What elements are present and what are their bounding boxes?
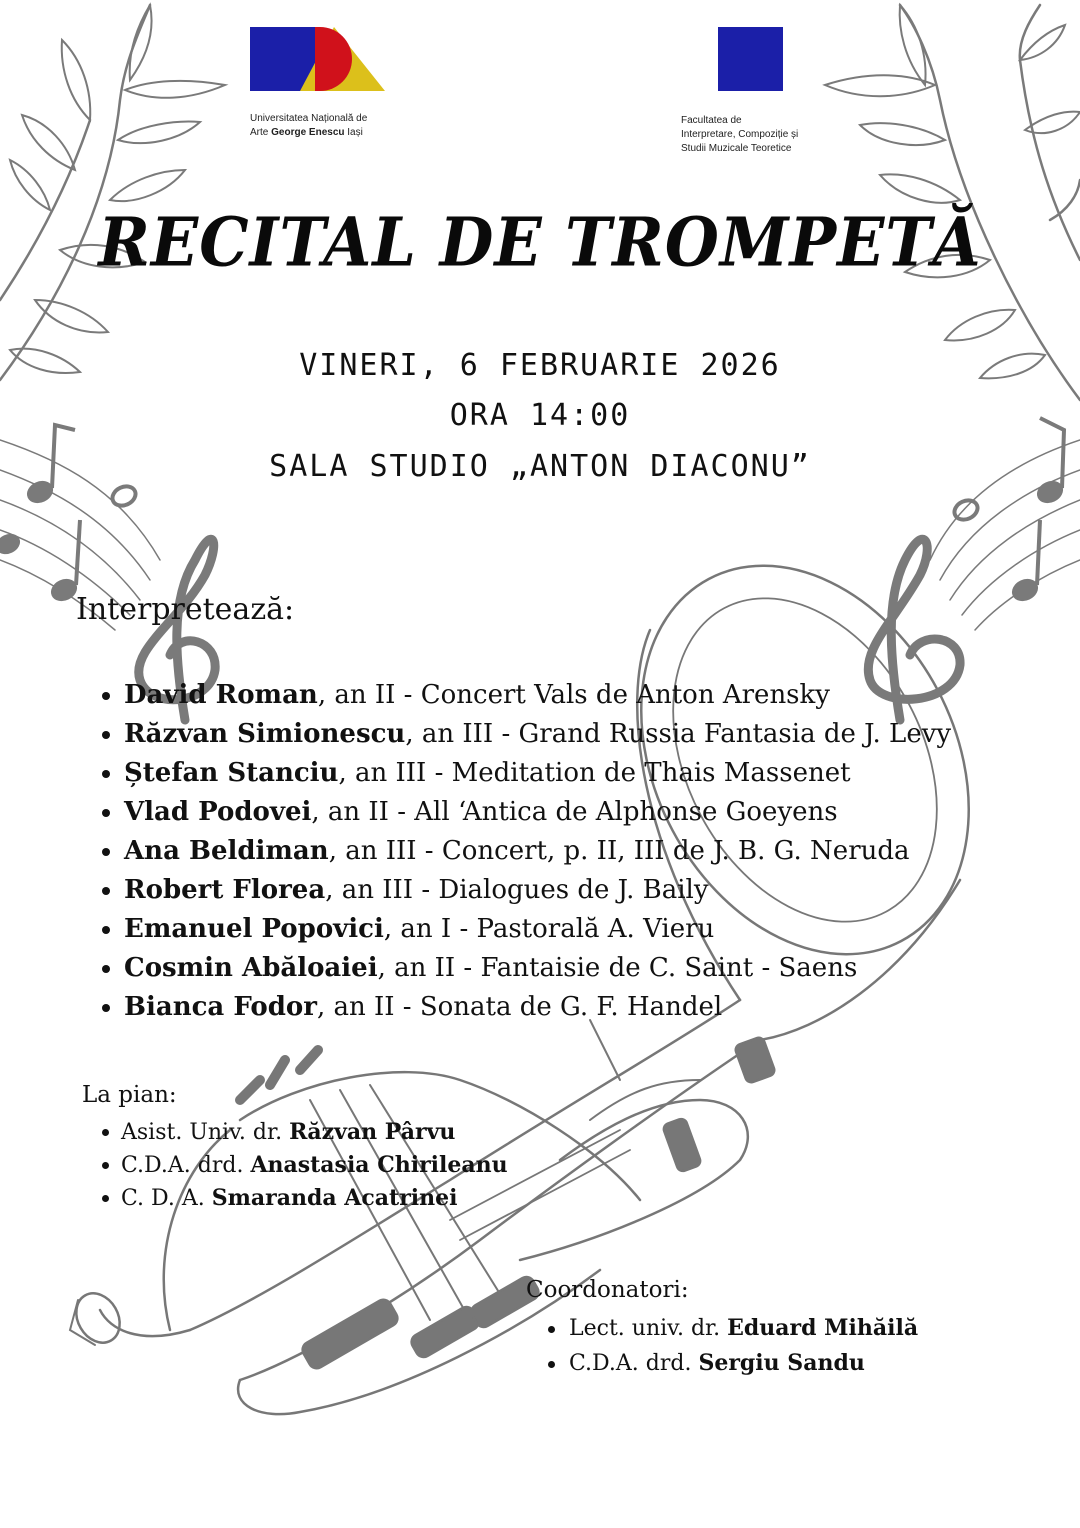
person-name: Anastasia Chirileanu [250,1152,508,1178]
performers-heading: Interpretează: [76,592,295,627]
person-title: C. D. A. [121,1186,212,1211]
list-item [98,715,951,754]
person-title: Asist. Univ. dr. [121,1120,290,1145]
person-name: Sergiu Sandu [698,1350,865,1376]
piece-detail: , an II - Fantaisie de C. Saint - Saens [377,953,858,983]
piece-detail: , an II - All ‘Antica de Alphonse Goeyens [311,797,838,827]
piece-detail: , an I - Pastorală A. Vieru [383,914,715,944]
piano-list [98,1116,508,1215]
person-name: Vlad Podovei [124,797,312,827]
person-title: C.D.A. drd. [121,1153,251,1178]
music-notes-icon [0,418,1066,605]
person-name: Smaranda Acatrinei [211,1185,458,1211]
person-name: Ștefan Stanciu [124,758,339,788]
event-date: VINERI, 6 FEBRUARIE 2026 [299,348,781,383]
list-item [98,793,951,832]
university-caption: Universitatea Națională de Arte George Enescu Iași [250,113,368,138]
list-item [544,1311,918,1346]
event-time: ORA 14:00 [449,398,631,433]
piece-detail: , an III - Concert, p. II, III de J. B. G. Neruda [328,836,910,866]
olive-branch-icon [0,5,225,380]
list-item [544,1346,918,1381]
person-name: Emanuel Popovici [124,914,384,944]
coordinators-list [544,1311,918,1381]
coordinators-heading: Coordonatori: [526,1277,689,1303]
person-name: Robert Florea [124,875,326,905]
person-name: Cosmin Abăloaiei [124,953,378,983]
list-item [98,988,951,1027]
piano-heading: La pian: [82,1082,177,1108]
piece-detail: , an II - Concert Vals de Anton Arensky [317,680,830,710]
unage-logo-icon [250,27,385,91]
person-title: Lect. univ. dr. [569,1316,728,1341]
piece-detail: , an II - Sonata de G. F. Handel [316,992,723,1022]
list-item [98,910,951,949]
person-name: Răzvan Pârvu [289,1119,456,1145]
list-item [98,949,951,988]
person-name: David Roman [124,680,318,710]
faculty-logo-block [681,27,798,156]
faculty-caption: Facultatea de Interpretare, Compoziție și Studii Muzicale Teoretice [681,115,799,154]
person-name: Bianca Fodor [124,992,317,1022]
piece-detail: , an III - Meditation de Thais Massenet [338,758,851,788]
list-item [98,832,951,871]
list-item [98,1149,508,1182]
list-item [98,1182,508,1215]
faculty-logo-icon [718,27,783,91]
university-logo-block [250,27,385,140]
person-title: C.D.A. drd. [569,1351,699,1376]
event-venue: SALA STUDIO „ANTON DIACONU” [269,449,811,484]
piece-detail: , an III - Dialogues de J. Baily [325,875,709,905]
list-item [98,1116,508,1149]
list-item [98,871,951,910]
list-item [98,676,951,715]
person-name: Răzvan Simionescu [124,719,406,749]
person-name: Eduard Mihăilă [727,1315,919,1341]
page-title: RECITAL DE TROMPETĂ [98,203,982,282]
list-item [98,754,951,793]
person-name: Ana Beldiman [124,836,329,866]
performers-list [98,676,951,1027]
piece-detail: , an III - Grand Russia Fantasia de J. Levy [405,719,952,749]
